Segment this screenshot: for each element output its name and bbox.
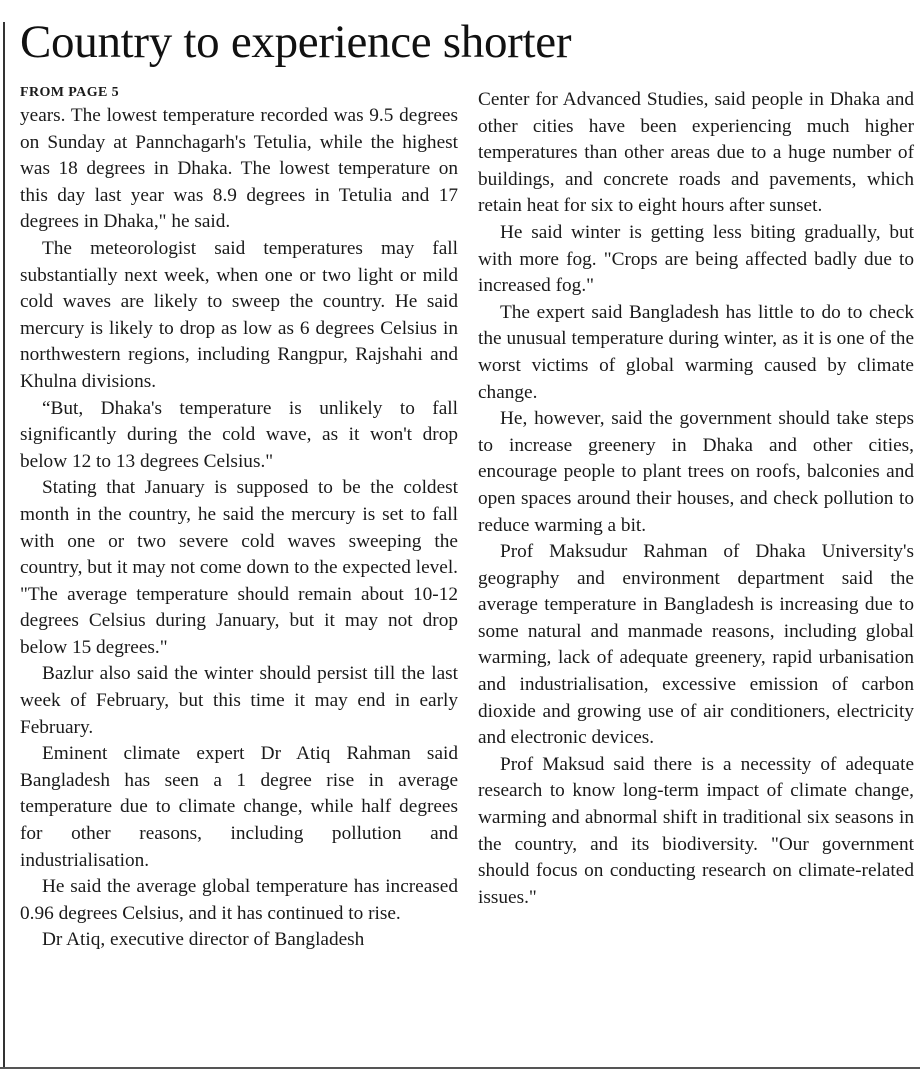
paragraph: “But, Dhaka's temperature is unlikely to fall significantly during the cold wave, as it won't drop below 12 to 13 degrees Celsius." <box>20 397 458 472</box>
paragraph: years. The lowest temperature recorded was 9.5 degrees on Sunday at Pannchagarh's Tetulia, while the highest was 18 degrees in Dhaka. The lowest temperature on this day last year was 8.9 degrees in Tetulia and 17 degrees in Dhaka," he said. <box>20 105 458 233</box>
headline: Country to experience shorter <box>20 16 572 68</box>
paragraph: The meteorologist said temperatures may fall substantially next week, when one or two light or mild cold waves are likely to sweep the country. He said mercury is likely to drop as low as 6 degrees Celsius in northwestern regions, including Rangpur, Rajshahi and Khulna divisions. <box>20 237 458 392</box>
paragraph: The expert said Bangladesh has little to do to check the unusual temperature during winter, as it is one of the worst victims of global warming caused by climate change. <box>478 301 914 403</box>
paragraph: Bazlur also said the winter should persist till the last week of February, but this time it may end in early February. <box>20 663 458 738</box>
paragraph: Stating that January is supposed to be the coldest month in the country, he said the mercury is set to fall with one or two severe cold waves sweeping the country, but it may not come down to the expected level. "The average temperature should remain about 10-12 degrees Celsius during January, but it may not drop below 15 degrees." <box>20 477 458 658</box>
paragraph: Prof Maksudur Rahman of Dhaka University's geography and environment department said the average temperature in Bangladesh is increasing due to some natural and manmade reasons, including global warming, lack of adequate greenery, rapid urbanisation and industrialisation, excessive emission of carbon dioxide and growing use of air conditioners, electricity and electronic devices. <box>478 541 914 749</box>
paragraph: He said winter is getting less biting gradually, but with more fog. "Crops are being affected badly due to increased fog." <box>478 221 914 297</box>
column-rule <box>3 22 5 1067</box>
bottom-rule <box>0 1067 920 1069</box>
paragraph: Center for Advanced Studies, said people in Dhaka and other cities have been experiencing much higher temperatures than other areas due to a huge number of buildings, and concrete roads and pavements, which retain heat for six to eight hours after sunset. <box>478 89 914 217</box>
left-column <box>20 84 458 954</box>
paragraph: Prof Maksud said there is a necessity of adequate research to know long-term impact of climate change, warming and abnormal shift in traditional six seasons in the country, and its biodiversity. "Our government should focus on conducting research on climate-related issues." <box>478 753 914 908</box>
paragraph: Eminent climate expert Dr Atiq Rahman said Bangladesh has seen a 1 degree rise in average temperature due to climate change, while half degrees for other reasons, including pollution and industrialisation. <box>20 743 458 871</box>
paragraph: He said the average global temperature has increased 0.96 degrees Celsius, and it has continued to rise. <box>20 876 458 924</box>
right-column <box>478 87 914 911</box>
paragraph: He, however, said the government should take steps to increase greenery in Dhaka and other cities, encourage people to plant trees on roofs, balconies and open spaces around their houses, and check pollution to reduce warming a bit. <box>478 408 914 536</box>
paragraph: Dr Atiq, executive director of Bangladesh <box>42 929 365 951</box>
continued-from-label: FROM PAGE 5 <box>20 85 120 100</box>
